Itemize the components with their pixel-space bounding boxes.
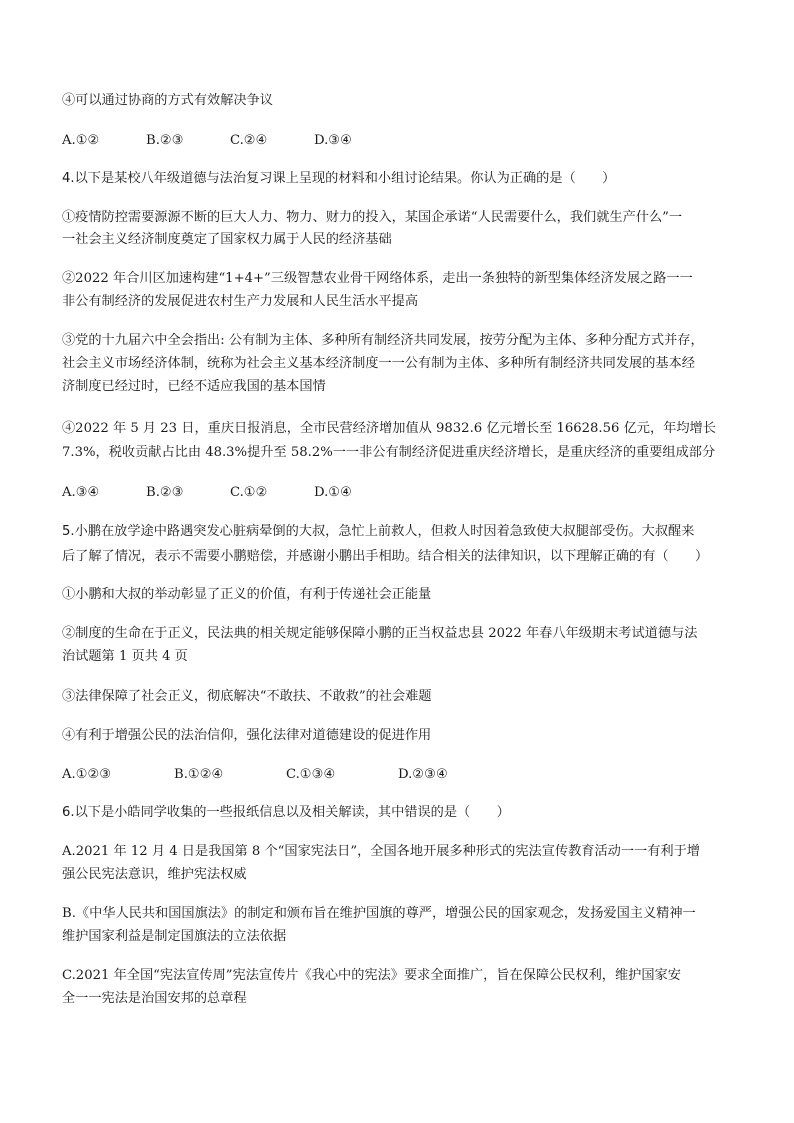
- q5-option-a: A.①②③: [62, 767, 112, 782]
- q4-item-3-line-1: ③党的十九届六中全会指出: 公有制为主体、多种所有制经济共同发展，按劳分配为主体、多种分配方式并存，: [62, 333, 704, 348]
- q4-item-4-line-1: ④2022 年 5 月 23 日，重庆日报消息，全市民营经济增加值从 9832.6 亿元增长至 16628.56 亿元，年均增长: [62, 421, 716, 436]
- q5-item-1: ①小鹏和大叔的举动彰显了正义的价值，有利于传递社会正能量: [62, 587, 432, 602]
- q6-option-c-line-2: 全一一宪法是治国安邦的总章程: [62, 991, 247, 1006]
- q4-option-b: B.②③: [146, 485, 184, 500]
- q4-item-2-line-2: 非公有制经济的发展促进农村生产力发展和人民生活水平提高: [62, 294, 419, 309]
- q4-item-1-line-1: ①疫情防控需要源源不断的巨大人力、物力、财力的投入，某国企承诺“人民需要什么，我们就生产什么”一: [62, 210, 683, 225]
- q5-item-3: ③法律保障了社会正义，彻底解决“不敢扶、不敢救”的社会难题: [62, 689, 432, 704]
- q4-item-1-line-2: 一社会主义经济制度奠定了国家权力属于人民的经济基础: [62, 232, 392, 247]
- q4-item-4-line-2: 7.3%，税收贡献占比由 48.3%提升至 58.2%一一非公有制经济促进重庆经济增长，是重庆经济的重要组成部分: [62, 445, 716, 460]
- q4-item-3-line-2: 社会主义市场经济体制，统称为社会主义基本经济制度一一公有制为主体、多种所有制经济共同发展的基本经: [62, 356, 695, 371]
- q6-option-b-line-1: B.《中华人民共和国国旗法》的制定和颁布旨在维护国旗的尊严，增强公民的国家观念，发扬爱国主义精神一: [62, 906, 696, 921]
- q4-item-2-line-1: ②2022 年合川区加速构建“1+4+”三级智慧农业骨干网络体系，走出一条独特的新型集体经济发展之路一一: [62, 271, 693, 286]
- q5-stem-line-1: 5.小鹏在放学途中路遇突发心脏病晕倒的大叔，急忙上前救人，但救人时因着急致使大叔腿部受伤。大叔醒来: [62, 524, 695, 539]
- q6-stem: 6.以下是小皓同学收集的一些报纸信息以及相关解读，其中错误的是（ ）: [62, 805, 510, 820]
- q6-option-a-line-2: 强公民宪法意识，维护宪法权威: [62, 867, 247, 882]
- q4-option-a: A.③④: [62, 485, 100, 500]
- q5-item-2-line-2: 治试题第 1 页共 4 页: [62, 649, 188, 664]
- q6-option-c-line-1: C.2021 年全国“宪法宣传周”宪法宣传片《我心中的宪法》要求全面推广，旨在保障公民权利，维护国家安: [62, 968, 681, 983]
- q6-option-b-line-2: 维护国家利益是制定国旗法的立法依据: [62, 929, 287, 944]
- q4-stem: 4.以下是某校八年级道德与法治复习课上呈现的材料和小组讨论结果。你认为正确的是（ ）: [62, 171, 616, 186]
- q3-option-d: D.③④: [314, 133, 352, 148]
- q5-item-4: ④有利于增强公民的法治信仰，强化法律对道德建设的促进作用: [62, 728, 432, 743]
- q4-option-d: D.①④: [314, 485, 352, 500]
- q3-item-4: ④可以通过协商的方式有效解决争议: [62, 93, 273, 108]
- q6-option-a-line-1: A.2021 年 12 月 4 日是我国第 8 个“国家宪法日”，全国各地开展多种形式的宪法宣传教育活动一一有利于增: [62, 844, 700, 859]
- q5-item-2-line-1: ②制度的生命在于正义，民法典的相关规定能够保障小鹏的正当权益忠县 2022 年春八年级期末考试道德与法: [62, 626, 698, 641]
- q5-option-b: B.①②④: [174, 767, 224, 782]
- q5-option-c: C.①③④: [286, 767, 336, 782]
- q3-option-b: B.②③: [146, 133, 184, 148]
- q4-option-c: C.①②: [230, 485, 268, 500]
- q3-option-c: C.②④: [230, 133, 268, 148]
- q3-option-a: A.①②: [62, 133, 100, 148]
- q5-stem-line-2: 后了解了情况，表示不需要小鹏赔偿，并感谢小鹏出手相助。结合相关的法律知识，以下理解正确的有（ ）: [62, 549, 709, 564]
- q4-item-3-line-3: 济制度已经过时，已经不适应我国的基本国情: [62, 379, 326, 394]
- q5-option-d: D.②③④: [398, 767, 448, 782]
